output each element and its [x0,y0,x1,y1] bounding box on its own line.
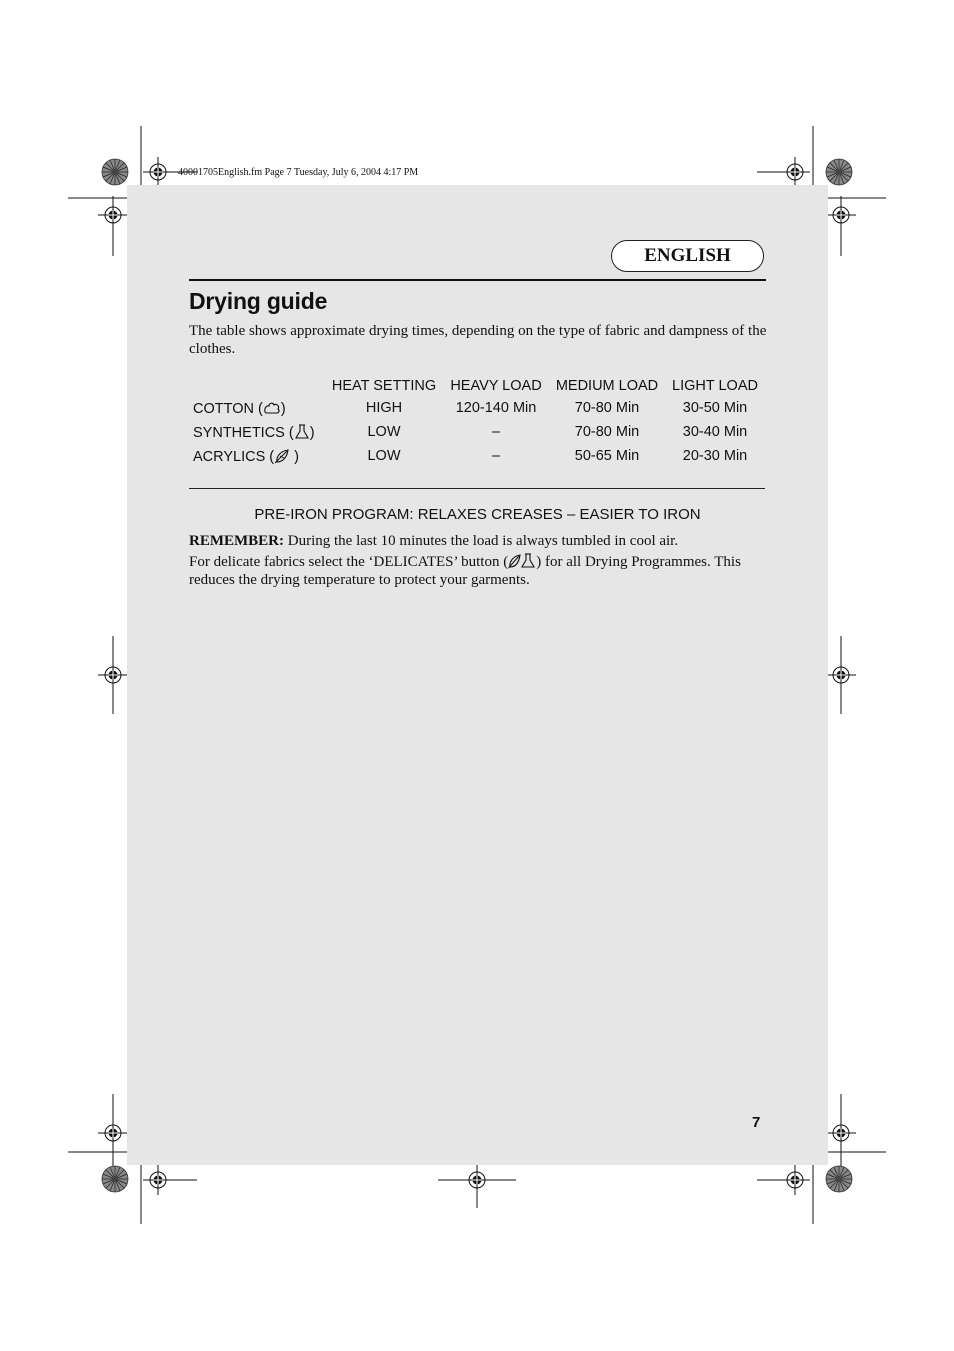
fabric-cell [193,448,299,465]
heavy-cell: – [491,424,501,440]
table-row [189,448,767,472]
table-row [189,400,767,424]
language-badge: ENGLISH [611,240,764,272]
drying-table [189,376,767,472]
fabric-label-close: ) [290,449,299,465]
remember-note [189,532,769,550]
acrylics-symbol-icon [274,448,290,464]
section-divider [189,488,765,489]
page-title: Drying guide [189,288,328,314]
heat-cell: HIGH [365,400,403,416]
medium-cell: 70-80 Min [574,424,640,440]
cotton-symbol-icon [263,400,281,416]
fabric-label: COTTON ( [193,401,263,417]
light-cell: 30-40 Min [682,424,748,440]
header-rule [189,279,766,281]
medium-cell: 50-65 Min [574,448,640,464]
column-header-heat: HEAT SETTING [331,378,437,394]
column-header-light: LIGHT LOAD [672,378,758,394]
fabric-label-close: ) [280,401,286,417]
pre-iron-note: PRE-IRON PROGRAM: RELAXES CREASES – EASIER TO IRON [254,506,701,523]
intro-paragraph: The table shows approximate drying times, depending on the type of fabric and dampness of the clothes. [189,323,767,357]
fabric-label-close: ) [309,425,315,441]
medium-cell: 70-80 Min [574,400,640,416]
table-header-row [189,376,767,400]
heavy-cell: 120-140 Min [455,400,537,416]
page-number: 7 [752,1114,761,1131]
light-cell: 20-30 Min [682,448,748,464]
fabric-cell [193,424,315,441]
delicates-symbol-icon [508,553,536,569]
delicates-text-after: ) for all Drying Programmes. This reduces the drying temperature to protect your garments. [189,554,741,588]
heat-cell: LOW [367,424,401,440]
heavy-cell: – [491,448,501,464]
table-row [189,424,767,448]
light-cell: 30-50 Min [682,400,748,416]
remember-label: REMEMBER: [189,533,284,549]
fabric-label: ACRYLICS ( [193,449,275,465]
column-header-heavy: HEAVY LOAD [450,378,542,394]
synthetics-symbol-icon [294,424,310,440]
fabric-label: SYNTHETICS ( [193,425,294,441]
heat-cell: LOW [367,448,401,464]
column-header-medium: MEDIUM LOAD [555,378,659,394]
fabric-cell [193,400,286,417]
delicates-note [189,553,769,589]
remember-text: During the last 10 minutes the load is always tumbled in cool air. [284,533,679,549]
delicates-text-before: For delicate fabrics select the ‘DELICATES’ button ( [189,554,509,570]
file-slug: 40001705English.fm Page 7 Tuesday, July 6, 2004 4:17 PM [178,167,419,178]
